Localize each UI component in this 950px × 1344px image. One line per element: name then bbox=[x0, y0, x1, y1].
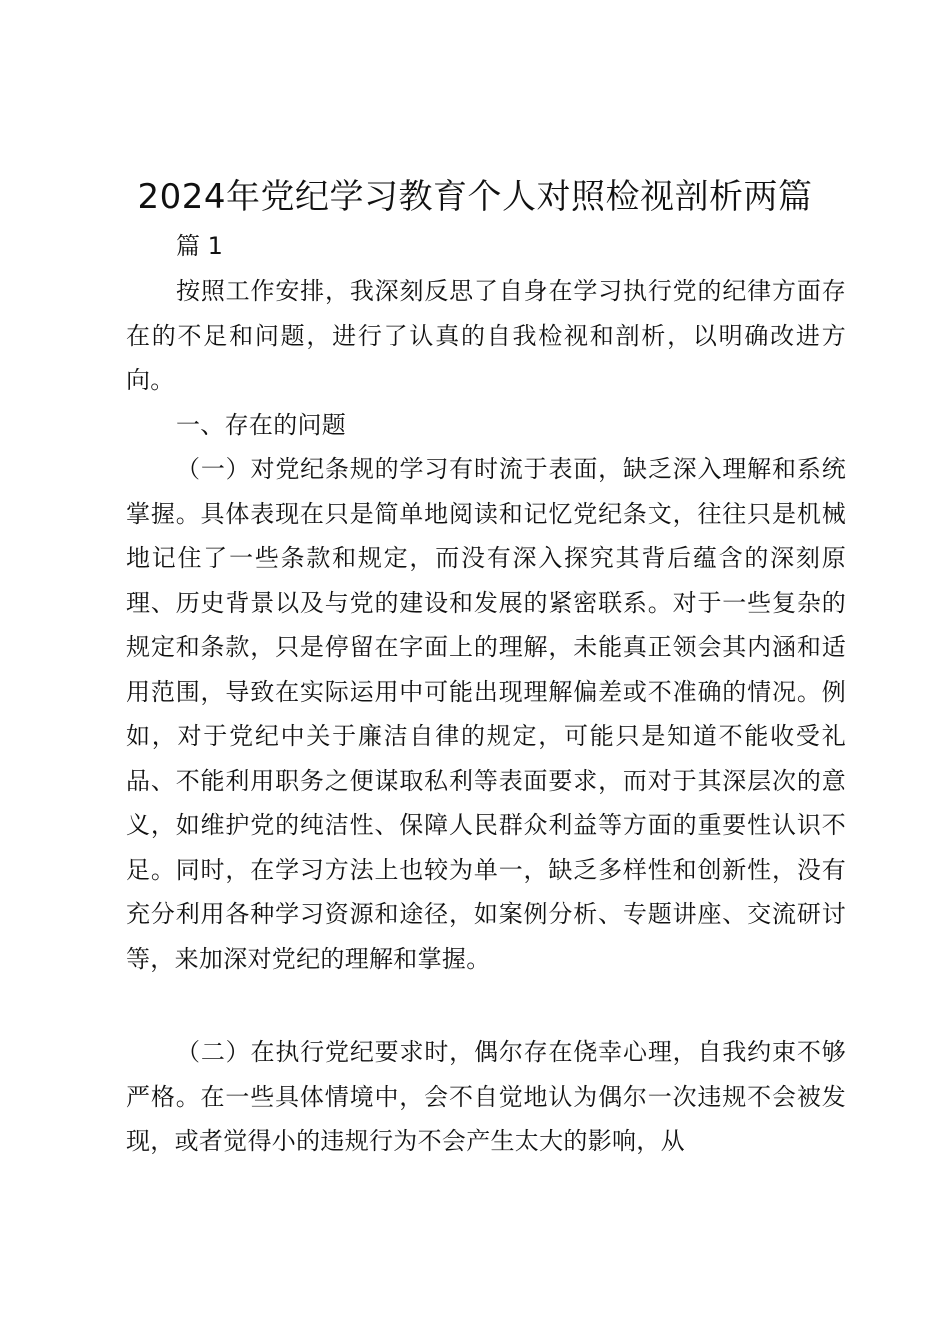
document-title: 2024年党纪学习教育个人对照检视剖析两篇 bbox=[137, 177, 813, 217]
issue-paragraph-2: （二）在执行党纪要求时，偶尔存在侥幸心理，自我约束不够严格。在一些具体情境中，会不自觉地认为偶尔一次违规不会被发现，或者觉得小的违规行为不会产生太大的影响，从 bbox=[126, 1038, 846, 1155]
issue-paragraph-1: （一）对党纪条规的学习有时流于表面，缺乏深入理解和系统掌握。具体表现在只是简单地阅读和记忆党纪条文，往往只是机械地记住了一些条款和规定，而没有深入探究其背后蕴含的深刻原理、历史背景以及与党的建设和发展的紧密联系。对于一些复杂的规定和条款，只是停留在字面上的理解，未能真正领会其内涵和适用范围，导致在实际运用中可能出现理解偏差或不准确的情况。例如，对于党纪中关于廉洁自律的规定，可能只是知道不能收受礼品、不能利用职务之便谋取私利等表面要求，而对于其深层次的意义，如维护党的纯洁性、保障人民群众利益等方面的重要性认识不足。同时，在学习方法上也较为单一，缺乏多样性和创新性，没有充分利用各种学习资源和途径，如案例分析、专题讲座、交流研讨等，来加深对党纪的理解和掌握。 bbox=[126, 455, 846, 973]
section-heading: 一、存在的问题 bbox=[176, 411, 347, 439]
intro-paragraph: 按照工作安排，我深刻反思了自身在学习执行党的纪律方面存在的不足和问题，进行了认真的自我检视和剖析，以明确改进方向。 bbox=[126, 277, 846, 394]
section-label: 篇 1 bbox=[176, 232, 223, 260]
